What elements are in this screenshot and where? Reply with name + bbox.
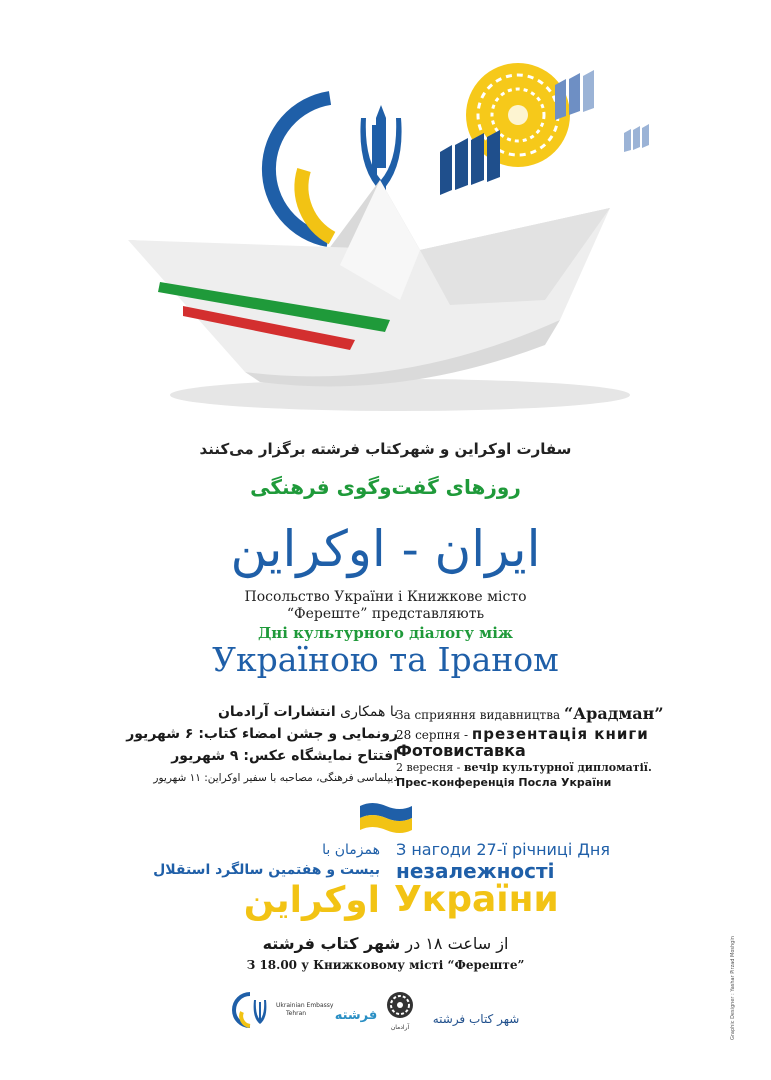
fa-partner-line	[80, 704, 398, 720]
fa-concurrent-with: همزمان با	[322, 842, 380, 858]
book-stack-icon	[624, 124, 649, 152]
uk-book-presentation: презентація книги	[471, 725, 649, 743]
fa-partner-name: انتشارات آرادمان	[217, 704, 336, 720]
fa-cultural-dialogue-title: روزهای گفت‌وگوی فرهنگی	[250, 475, 521, 499]
embassy-emblem-icon	[232, 990, 278, 1030]
ukraine-flag-icon	[358, 800, 414, 836]
embassy-name: Ukrainian Embassy	[276, 1002, 334, 1009]
boat-shadow	[170, 379, 630, 411]
fa-place: شهر کتاب فرشته	[262, 934, 401, 953]
fa-time-place	[0, 934, 771, 953]
uk-independence: незалежності	[396, 859, 555, 883]
uk-book-date: 28 серпня	[396, 728, 461, 742]
paper-boat-icon	[128, 180, 610, 386]
uk-diplomacy-line	[396, 761, 652, 774]
shahrketab-logo: شهر کتاب فرشته	[432, 1012, 520, 1026]
uk-ukraine-iran-title: Україною та Іраном	[212, 640, 559, 679]
fa-time: از ساعت ۱۸ در	[400, 934, 509, 953]
aradman-label: آرادمان	[390, 1024, 410, 1031]
uk-organizers-line-1: Посольство України і Книжкове місто	[244, 589, 527, 605]
uk-time-place: З 18.00 у Книжковому місті “Фереште”	[246, 958, 525, 972]
fa-iran-ukraine-title: ایران - اوکراین	[230, 520, 541, 578]
embassy-city: Tehran	[286, 1010, 307, 1017]
uk-cultural-dialogue-title: Дні культурного діалогу між	[257, 624, 514, 642]
trident-icon	[360, 105, 401, 192]
aradman-rosette-icon	[383, 990, 417, 1020]
book-stack-icon	[440, 130, 500, 195]
fa-diplomacy-line: دیپلماسی فرهنگی، مصاحبه با سفیر اوکراین: ۱۱ شهریور	[153, 772, 398, 784]
uk-press-conference: Прес-конференція Посла України	[396, 776, 612, 789]
uk-organizers-line-2: “Фереште” представляють	[286, 606, 485, 622]
fa-organizers-line: سفارت اوکراین و شهرکتاب فرشته برگزار می‌کنند	[199, 440, 572, 458]
uk-partner-name: “Арадман”	[563, 704, 664, 723]
uk-ukraine-yellow: України	[394, 879, 559, 920]
uk-partner-prefix: За сприяння видавництва	[396, 708, 561, 722]
uk-diplomacy-sep: -	[453, 761, 464, 774]
fa-book-launch-line: رونمایی و جشن امضاء کتاب: ۶ شهریور	[126, 726, 398, 742]
fa-27th-anniversary: بیست و هفتمین سالگرد استقلال	[153, 862, 380, 878]
aradman-logo	[383, 990, 417, 1034]
uk-book-sep: -	[460, 728, 472, 742]
book-stack-icon	[555, 70, 594, 120]
fa-partner-prefix: با همکاری	[335, 704, 398, 720]
designer-credit: Graphic Designer : Yashar Pirzad Moshgin	[730, 936, 736, 1040]
header-artwork	[0, 0, 771, 430]
uk-photo-exhibition: Фотовиставка	[396, 741, 526, 760]
uk-diplomacy-date: 2 вересня	[396, 761, 454, 774]
embassy-logo	[232, 990, 332, 1030]
trident-icon	[254, 1000, 267, 1024]
fereshte-logo: فرشته	[334, 1008, 378, 1023]
fa-photo-exhibition-line: افتتاح نمایشگاه عکس: ۹ شهریور	[171, 748, 398, 764]
uk-partner-line	[396, 704, 664, 723]
uk-diplomacy-evening: вечір культурної дипломатії.	[463, 761, 652, 774]
crescent-emblem	[269, 98, 332, 240]
uk-on-occasion: З нагоди 27-ї річниці Дня	[396, 840, 610, 859]
fa-ukraine-yellow: اوکراین	[243, 880, 380, 921]
